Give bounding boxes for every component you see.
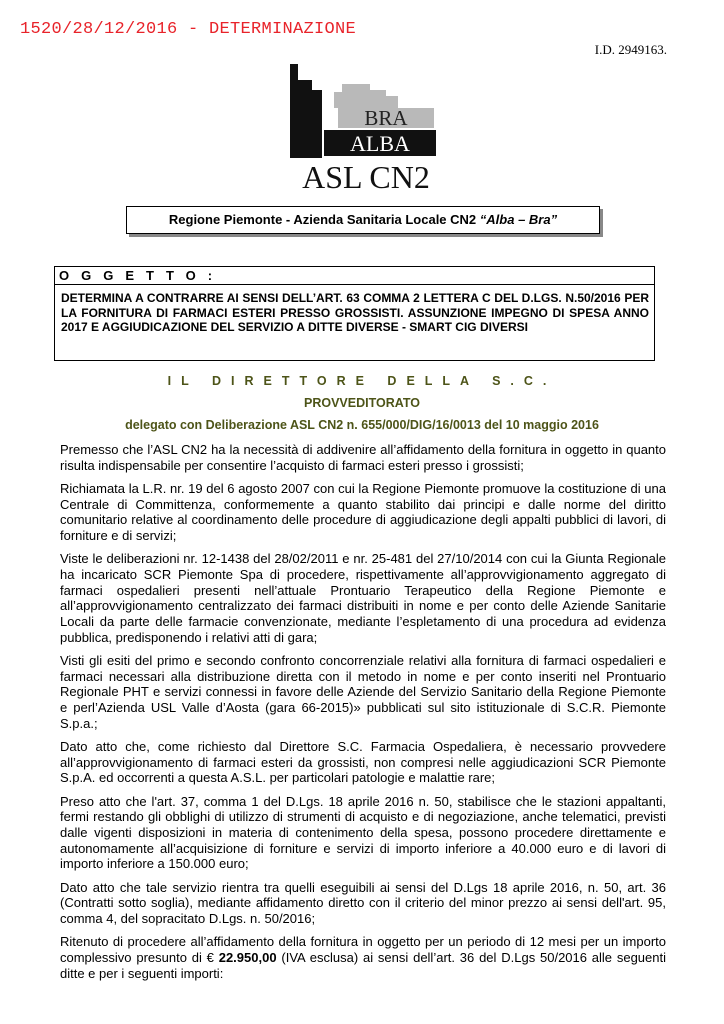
subject-text: DETERMINA A CONTRARRE AI SENSI DELL’ART. 63 COMMA 2 LETTERA C DEL D.LGS. N.50/2016 PER LA FORNITURA DI FARMACI ESTERI PRESSO GROSSISTI. ASSUNZIONE IMPEGNO DI SPESA ANNO 2017 E AGGIUDICAZIONE DEL SERVIZIO A DITTE DIVERSE - SMART CIG DIVERSI <box>61 291 649 334</box>
delegation-line: delegato con Deliberazione ASL CN2 n. 655/000/DIG/16/0013 del 10 maggio 2016 <box>125 418 599 432</box>
document-body <box>60 442 666 989</box>
logo-building-icon <box>334 84 398 108</box>
director-department: PROVVEDITORATO <box>304 396 420 410</box>
paragraph-dato-atto-2: Dato atto che tale servizio rientra tra quelli eseguibili ai sensi del D.Lgs 18 aprile 2016, n. 50, art. 36 (Contratti sotto soglia), mediante affidamento diretto con il criterio del minor prezzo ai sensi dell'art. 95, comma 4, del sopracitato D.Lgs. n. 50/2016; <box>60 879 666 926</box>
subject-box <box>54 266 655 361</box>
paragraph-dato-atto-1: Dato atto che, come richiesto dal Direttore S.C. Farmacia Ospedaliera, è necessario provvedere all’approvvigionamento di farmaci esteri da grossisti, non compresi nelle aggiudicazioni SCR Piemonte S.p.A. ed occorrenti a questa A.S.L. per particolari patologie e malattie rare; <box>60 738 666 786</box>
document-id: I.D. 2949163. <box>594 42 667 57</box>
paragraph-richiamata: Richiamata la L.R. nr. 19 del 6 agosto 2007 con cui la Regione Piemonte promuove la costituzione di una Centrale di Committenza, conformemente a quanto stabilito dai principi e dalle norme del diritto comunitario relative al coordinamento delle procedure di aggiudicazione degli appalti pubblici di lavori, di forniture e di servizi; <box>60 480 666 544</box>
region-name: Regione Piemonte - Azienda Sanitaria Locale CN2 <box>168 212 477 227</box>
paragraph-ritenuto <box>60 934 666 981</box>
region-banner <box>126 206 600 234</box>
subject-label: OGGETTO: <box>55 267 654 285</box>
asl-cn2-logo <box>286 62 446 192</box>
paragraph-visti: Visti gli esiti del primo e secondo confronto concorrenziale relativi alla fornitura di farmaci ospedalieri e farmaci necessari alla distribuzione diretta con il metodo in nome e per conto inseriti nel Prontuario Regionale PHT e servizi connessi in favore delle Aziende del Servizio Sanitario della Regione Piemonte e perl’Azienda USL Valle d’Aosta (gara 66-2015)» pubblicati sul sito istituzionale di S.C.R. Piemonte S.p.a.; <box>60 652 666 731</box>
region-cities: “Alba – Bra” <box>479 212 558 227</box>
ritenuto-text-end: (IVA esclusa) ai sensi dell’art. 36 del D.Lgs 50/2016 alle seguenti ditte e per i seguenti importi: <box>60 949 666 981</box>
logo-alba-text: ALBA <box>350 131 410 156</box>
paragraph-premesso: Premesso che l’ASL CN2 ha la necessità di addivenire all’affidamento della fornitura in oggetto in quanto risulta indispensabile per consentire l’acquisto di farmaci esteri presso i grossisti; <box>60 442 666 473</box>
logo-bra-text: BRA <box>364 106 408 130</box>
ritenuto-amount: 22.950,00 <box>218 949 277 965</box>
director-title: IL DIRETTORE DELLA S.C. <box>167 374 557 388</box>
logo-tower-icon <box>290 64 322 158</box>
paragraph-preso-atto: Preso atto che l'art. 37, comma 1 del D.Lgs. 18 aprile 2016 n. 50, stabilisce che le stazioni appaltanti, fermi restando gli obblighi di utilizzo di strumenti di acquisto e di negoziazione, anche telematici, previsti dalle vigenti disposizioni in materia di contenimento della spesa, possono procedere direttamente e autonomamente all’acquisizione di forniture e servizi di importo inferiore a 40.000 euro e di lavori di importo inferiore a 150.000 euro; <box>60 793 666 872</box>
protocol-stamp: 1520/28/12/2016 - DETERMINAZIONE <box>20 20 357 39</box>
paragraph-viste: Viste le deliberazioni nr. 12-1438 del 28/02/2011 e nr. 25-481 del 27/10/2014 con cui la Giunta Regionale ha incaricato SCR Piemonte Spa di procedere, rispettivamente all’approvvigionamento aggregato di farmaci ospedalieri presenti nell’attuale Prontuario Terapeutico della Regione Piemonte e all’approvvigionamento centralizzato dei farmaci distribuiti in nome e per conto delle Aziende Sanitarie Locali da parte delle farmacie convenzionate, mediante l’espletamento di una procedura ad evidenza pubblica, predisponendo i relativi atti di gara; <box>60 551 666 645</box>
logo-asl-text: ASL CN2 <box>302 159 430 192</box>
ritenuto-text-start: Ritenuto di procedere all’affidamento della fornitura in oggetto per un periodo di 12 mesi per un importo complessivo presunto di € <box>60 934 666 965</box>
